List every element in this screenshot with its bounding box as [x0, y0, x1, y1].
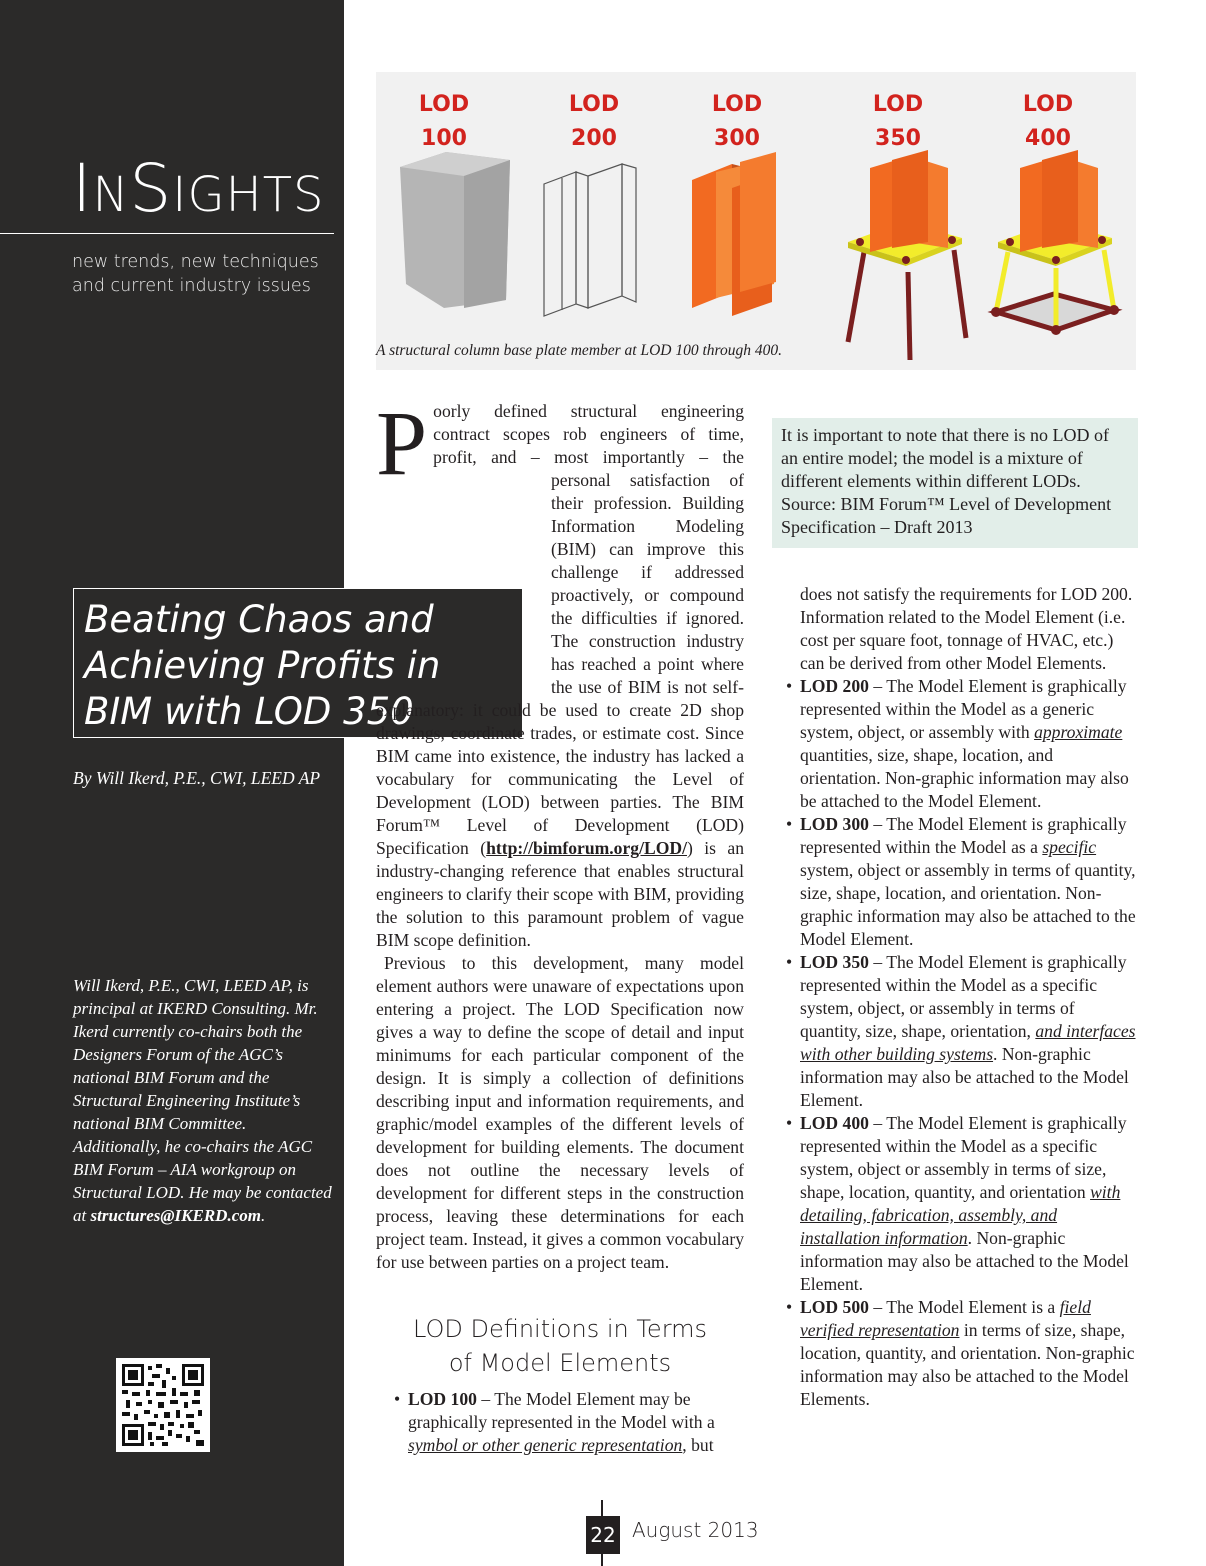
section-subhead: LOD Definitions in Terms of Model Elements — [412, 1315, 708, 1377]
lod-500-item: • LOD 500 – The Model Element is a field verified representation in terms of size, shape, location, quantity, and orientation. Non-graphic information may also be attached to the Model Elements. — [786, 1296, 1136, 1411]
lod-figure — [376, 72, 1136, 370]
author-email[interactable]: structures@IKERD.com — [90, 1206, 261, 1225]
lod-100-item: • LOD 100 – The Model Element may be graphically represented in the Model with a symbol or other generic representation, but — [394, 1388, 744, 1457]
issue-date: August 2013 — [632, 1518, 759, 1542]
lod-200-item: • LOD 200 – The Model Element is graphically represented within the Model as a generic system, object, or assembly with approximate quantities, size, shape, location, and orientation. Non-graphic information may also be attached to the Model Element. — [786, 675, 1136, 813]
lod-label-200: LOD 200 — [568, 92, 620, 151]
lod-label-300: LOD 300 — [711, 92, 763, 151]
drop-cap: P — [376, 392, 428, 494]
lod-300-item: • LOD 300 – The Model Element is graphically represented within the Model as a specific system, object or assembly in terms of quantity, size, shape, location, and orientation. Non-graphic information may also be attached to the Model Element. — [786, 813, 1136, 951]
qr-code[interactable] — [116, 1358, 210, 1452]
body-paragraph-2: Previous to this development, many model element authors were unaware of expectations upon entering a project. The LOD Specification now gives a way to define the scope of detail and input minimums for each particular component of the design. It is simply a collection of definitions describing input and information requirements, and graphic/model examples of the different levels of development for building elements. The document does not outline the necessary levels of development for different steps in the construction process, leaving these determinations for each project team. Instead, it gives a common vocabulary for use between parties on a project team. — [376, 953, 744, 1272]
headline: Beating Chaos and Achieving Profits in BIM with LOD 350 — [84, 598, 441, 733]
byline: By Will Ikerd, P.E., CWI, LEED AP — [73, 768, 321, 788]
lod-label-350: LOD 350 — [872, 92, 924, 151]
lod-label-400: LOD 400 — [1022, 92, 1074, 151]
page-number: 22 — [586, 1516, 620, 1554]
lod-illustrations — [376, 72, 1136, 370]
lod-400-assembly — [991, 150, 1119, 335]
callout-box: It is important to note that there is no LOD of an entire model; the model is a mixture of different elements within different LODs. Source: BIM Forum™ Level of Development Specification – Draft 2013 — [772, 418, 1138, 548]
bimforum-link[interactable]: http://bimforum.org/LOD/ — [486, 838, 687, 858]
qr-code-icon — [122, 1364, 204, 1446]
article-column-1 — [376, 392, 744, 1274]
intro-paragraph: Poorly defined structural engineering contract scopes rob engineers of time, profit, and – most importantly – the personal satisfaction of their profession. Building Information Modeling (BIM) can improve this challenge if addressed proactively, or compound the difficulties if ignored. The construction industry has reached a point where the use of BIM is not self-explanatory: it could be used to create 2D shop drawings, coordinate trades, or estimate cost. Since BIM came into existence, the industry has lacked a vocabulary for communicating the Level of Development (LOD) between parties. The BIM Forum™ Level of Development (LOD) Specification (http://bimforum.org/LOD/) is an industry-changing reference that enables structural engineers to clarify their scope with BIM, providing the solution to this paramount problem of vague BIM scope definition. — [376, 392, 744, 950]
section-tagline: new trends, new techniques and current industry issues — [72, 252, 319, 296]
lod-list-col1 — [394, 1388, 744, 1457]
figure-caption: A structural column base plate member at LOD 100 through 400. — [376, 342, 782, 359]
lod-300-column — [692, 152, 776, 316]
lod-400-item: • LOD 400 – The Model Element is graphically represented within the Model as a specific system, object or assembly in terms of size, shape, location, quantity, and orientation with detailing, fabrication, assembly, and installation information. Non-graphic information may also be attached to the Model Element. — [786, 1112, 1136, 1296]
lod-200-wireframe — [544, 164, 636, 316]
article-column-2 — [786, 583, 1136, 1411]
lod-350-item: • LOD 350 – The Model Element is graphically represented within the Model as a specific system, object, or assembly in terms of quantity, size, shape, orientation, and interfaces with other building systems. Non-graphic information may also be attached to the Model Element. — [786, 951, 1136, 1112]
lod-label-100: LOD 100 — [418, 92, 470, 151]
section-title: INSIGHTS — [72, 150, 325, 227]
lod-100-block — [400, 152, 510, 308]
lod-100-continued: does not satisfy the requirements for LOD 200. Information related to the Model Element (i.e. cost per square foot, tonnage of HVAC, etc.) can be derived from other Model Elements. — [800, 584, 1133, 673]
author-bio: Will Ikerd, P.E., CWI, LEED AP, is principal at IKERD Consulting. Mr. Ikerd currently co-chairs both the Designers Forum of the AGC’s national BIM Forum and the Structural Engineering Institute’s national BIM Committee. Additionally, he co-chairs the AGC BIM Forum – AIA workgroup on Structural LOD. He may be contacted at structures@IKERD.com. — [73, 976, 332, 1225]
lod-350-assembly — [848, 150, 966, 360]
section-rule — [0, 233, 334, 234]
